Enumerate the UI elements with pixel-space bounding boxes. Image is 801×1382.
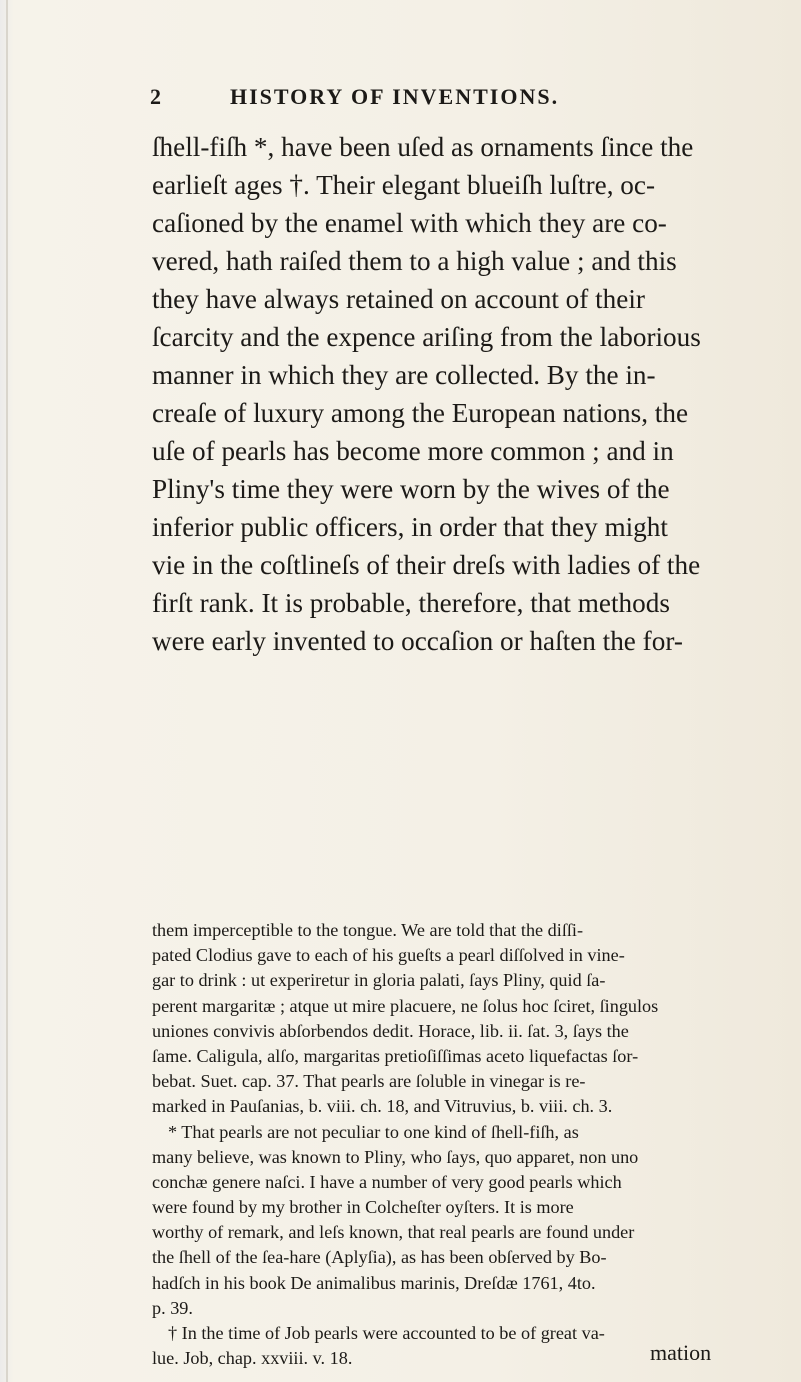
footnote-line: lue. Job, chap. xxviii. v. 18.	[152, 1348, 353, 1369]
text-line: Pliny's time they were worn by the wives of the	[152, 474, 670, 504]
footnote-line: pated Clodius gave to each of his gueſts a pearl diſſolved in vine-	[152, 945, 625, 966]
text-line: they have always retained on account of their	[152, 284, 645, 314]
footnote-line: the ſhell of the ſea-hare (Aplyſia), as has been obſerved by Bo-	[152, 1247, 607, 1268]
catchword: mation	[650, 1340, 712, 1365]
footnote-line: perent margaritæ ; atque ut mire placuere, ne ſolus hoc ſciret, ſingulos	[152, 995, 659, 1016]
footnote-line: conchæ genere naſci. I have a number of very good pearls which	[152, 1171, 622, 1192]
main-text-block	[152, 128, 767, 660]
running-head	[150, 84, 750, 110]
footnote-line: them imperceptible to the tongue. We are told that the diſſi-	[152, 920, 584, 940]
footnote-line: many believe, was known to Pliny, who ſays, quo apparet, non uno	[152, 1146, 639, 1167]
text-line: inferior public officers, in order that they might	[152, 512, 668, 542]
running-title: HISTORY OF INVENTIONS.	[230, 84, 560, 109]
footnote-line: ſame. Caligula, alſo, margaritas pretioſiſſimas aceto liquefactas ſor-	[152, 1045, 639, 1066]
footnote-line: uniones convivis abſorbendos dedit. Horace, lib. ii. ſat. 3, ſays the	[152, 1020, 629, 1041]
binding-gutter	[6, 0, 8, 1382]
text-line: vered, hath raiſed them to a high value ; and this	[152, 246, 677, 276]
footnote-line: worthy of remark, and leſs known, that real pearls are found under	[152, 1222, 635, 1243]
text-line: vie in the coſtlineſs of their dreſs with ladies of the	[152, 550, 701, 580]
footnote-line: marked in Pauſanias, b. viii. ch. 18, and Vitruvius, b. viii. ch. 3.	[152, 1096, 613, 1117]
text-line: creaſe of luxury among the European nations, the	[152, 398, 689, 428]
footnote-dagger-line: † In the time of Job pearls were accounted to be of great va-	[168, 1323, 605, 1343]
text-line: uſe of pearls has become more common ; and in	[152, 436, 674, 466]
text-line: firſt rank. It is probable, therefore, that methods	[152, 588, 670, 618]
page-number: 2	[150, 84, 163, 109]
text-line: ſcarcity and the expence ariſing from the laborious	[152, 322, 701, 352]
footnote-asterisk-line: * That pearls are not peculiar to one kind of ſhell-fiſh, as	[168, 1121, 579, 1142]
footnote-line: were found by my brother in Colcheſter oyſters. It is more	[152, 1197, 574, 1218]
text-line: caſioned by the enamel with which they are co-	[152, 208, 667, 238]
text-line: manner in which they are collected. By the in-	[152, 360, 656, 390]
footnote-line: bebat. Suet. cap. 37. That pearls are ſoluble in vinegar is re-	[152, 1071, 586, 1092]
footnote-line: hadſch in his book De animalibus marinis, Dreſdæ 1761, 4to.	[152, 1272, 596, 1293]
text-line: ſhell-fiſh *, have been uſed as ornaments ſince the	[152, 132, 694, 162]
footnote-line: gar to drink : ut experiretur in gloria palati, ſays Pliny, quid ſa-	[152, 970, 606, 991]
footnotes-block	[152, 918, 767, 1371]
text-line: were early invented to occaſion or haſten the for-	[152, 626, 683, 656]
text-line: earlieſt ages †. Their elegant blueiſh luſtre, oc-	[152, 170, 656, 200]
footnote-line: p. 39.	[152, 1297, 193, 1318]
